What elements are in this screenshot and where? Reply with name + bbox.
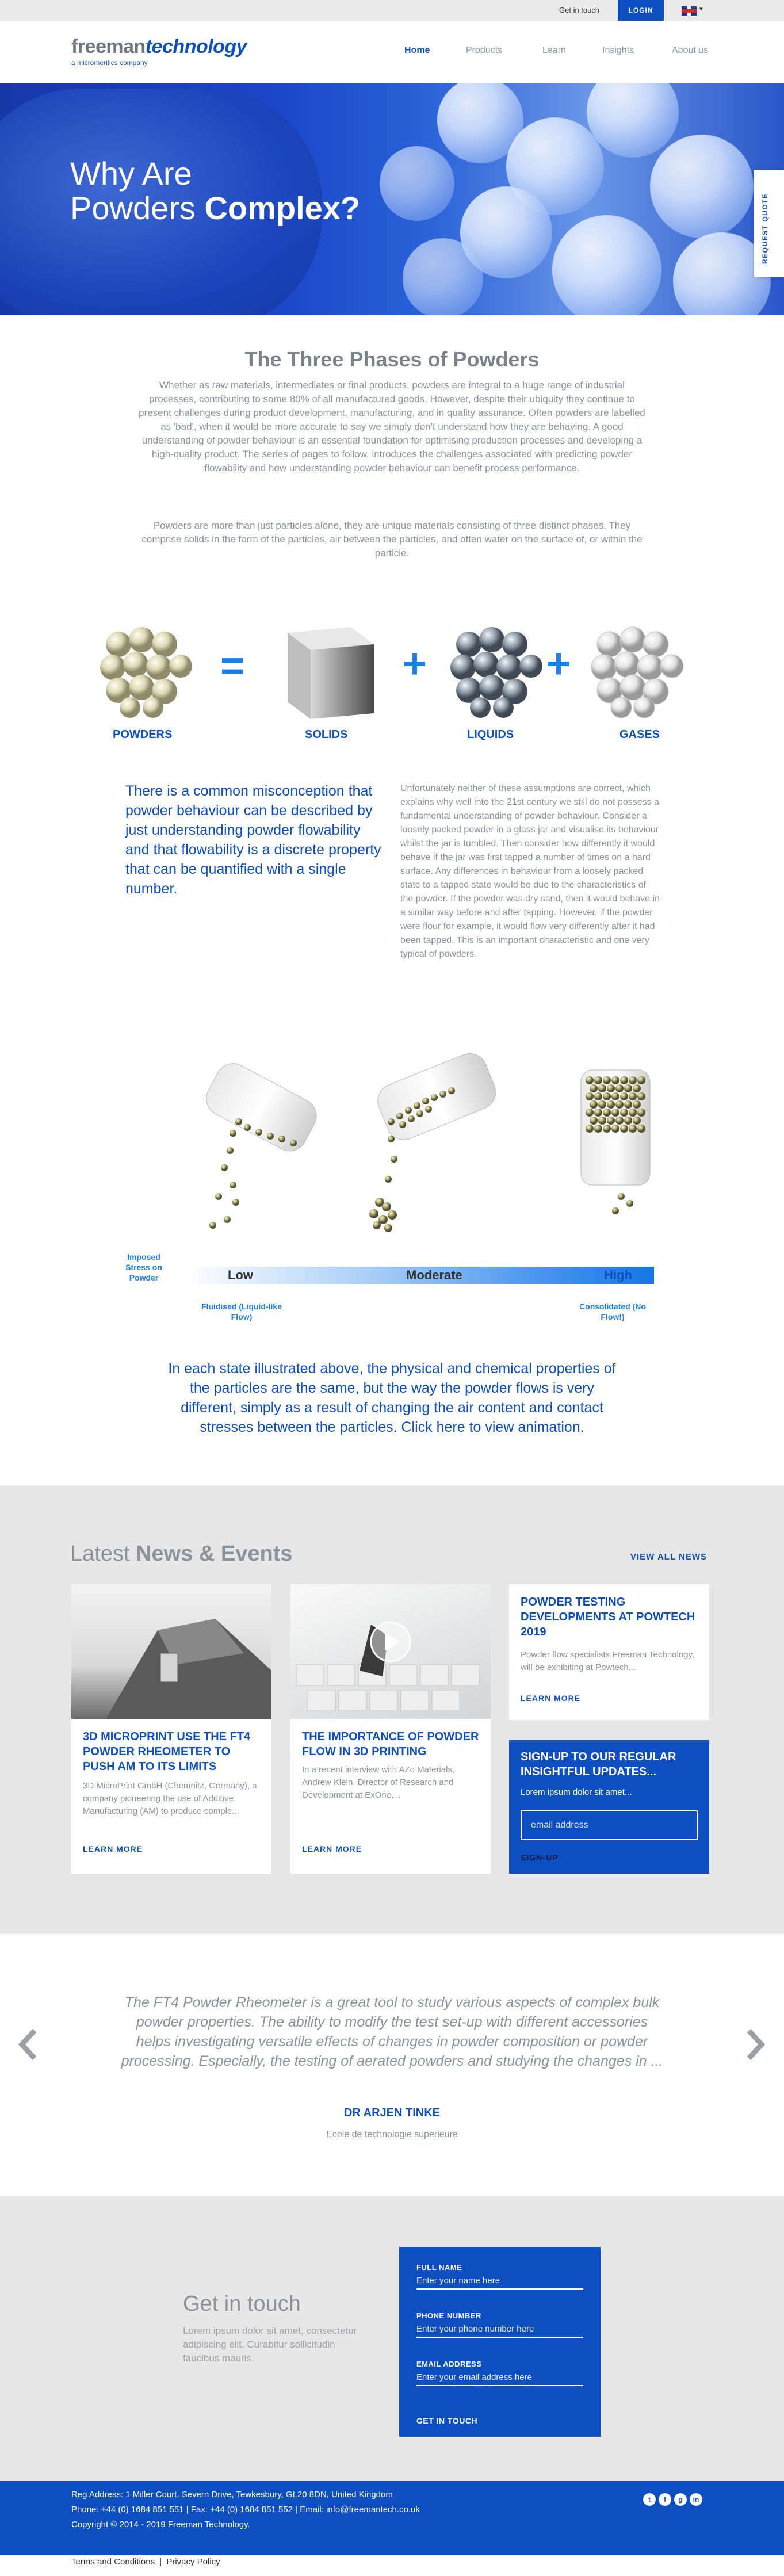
label-solids: SOLIDS [305,728,348,741]
request-quote-tab[interactable] [754,170,784,277]
fluidised-caption: Fluidised (Liquid-like Flow) [201,1302,282,1321]
footer-address: Reg Address: 1 Miller Court, Severn Drive, Tewkesbury, GL20 8DN, United Kingdom [71,2490,393,2499]
facebook-icon[interactable]: f [659,2493,671,2506]
nav-products[interactable]: Products [466,45,503,55]
news-heading-normal: Latest [70,1542,130,1566]
consolidated-caption: Consolidated (No Flow!) [579,1302,646,1321]
footer [0,2481,784,2555]
logo-name-blue: technology [145,36,247,58]
news-card-1-excerpt: 3D MicroPrint GmbH (Chemnitz, Germany), a company pioneering the use of Additive Manufacturing (AM) to produce comple... [83,1781,257,1816]
news-card-1[interactable] [71,1584,271,1874]
plus-operator-1: + [403,641,427,687]
footer-copyright: Copyright © 2014 - 2019 Freeman Technology. [71,2520,250,2529]
twitter-icon[interactable]: t [643,2493,656,2506]
nav-home[interactable]: Home [404,45,430,55]
email-label: EMAIL ADDRESS [416,2360,482,2368]
chevron-right-icon[interactable] [745,2028,766,2061]
contact-section [0,2196,784,2481]
news-card-2-image [290,1584,491,1719]
logo[interactable] [71,36,247,58]
news-card-2[interactable] [290,1584,491,1874]
news-section [0,1485,784,1934]
phone-input[interactable] [416,2321,583,2338]
hero-title [70,156,360,226]
news-card-3-excerpt: Powder flow specialists Freeman Technology, will be exhibiting at Powtech... [521,1650,695,1672]
plus-operator-2: + [546,641,571,687]
testimonial-org: Ecole de technologie superieure [326,2130,458,2139]
legal-links [71,2557,220,2567]
nav-insights[interactable]: Insights [602,45,634,55]
legal-separator: | [159,2557,162,2567]
news-card-2-title[interactable]: THE IMPORTANCE OF POWDER FLOW IN 3D PRINTING [302,1730,479,1758]
news-card-1-image [71,1584,271,1719]
full-name-input[interactable] [416,2272,583,2290]
logo-subline: a micromeritics company [71,59,148,67]
hero-title-line1: Why Are [70,155,192,192]
testimonial-name: DR ARJEN TINKE [343,2107,441,2119]
powders-image [95,621,193,719]
site-header [0,21,784,83]
news-card-2-excerpt: In a recent interview with AZo Materials, Andrew Klein, Director of Research and Development at ExOne,... [302,1765,455,1800]
full-name-label: FULL NAME [416,2263,462,2272]
news-card-1-title[interactable]: 3D MICROPRINT USE THE FT4 POWDER RHEOMETER TO PUSH AM TO ITS LIMITS [83,1730,251,1773]
misconception-body: Unfortunately neither of these assumptions are correct, which explains why well into the 21st century we still do not possess a fundamental understanding of powder behaviour. Consider a loosely packed powder in a glass jar and visualise its behaviour whilst the jar is tumbled. Then consider how differently it would behave if the jar was first tapped a number of times on a hard surface. Any differences in behaviour from a loosely packed state to a tapped state would be due to the characteristics of the powder. If the powder was dry sand, then it would behave in a similar way before and after tapping. However, if the powder were flour for example, it would flow very differently after it had been tapped. This is an important characteristic and one very typical of powders. [400,783,660,959]
signup-button[interactable]: SIGN-UP [521,1853,559,1862]
contact-text: Lorem ipsum dolor sit amet, consectetur adipiscing elit. Curabitur sollicitudin faucibus mauris. [183,2325,357,2364]
news-heading-bold: News & Events [136,1542,293,1566]
footer-contact: Phone: +44 (0) 1684 851 551 | Fax: +44 (0) 1684 851 552 | Email: info@freemantech.co.uk [71,2505,420,2514]
email-input[interactable] [416,2369,583,2386]
stress-high: High [604,1268,632,1282]
news-card-3-title[interactable]: POWDER TESTING DEVELOPMENTS AT POWTECH 2019 [521,1596,695,1638]
news-card-3-learn-more[interactable]: LEARN MORE [521,1694,581,1703]
signup-text: Lorem ipsum dolor sit amet... [521,1787,632,1797]
chevron-left-icon[interactable] [17,2028,38,2061]
stress-moderate: Moderate [406,1268,462,1282]
request-quote-label: REQUEST QUOTE [761,193,769,264]
get-in-touch-button[interactable]: GET IN TOUCH [416,2416,478,2425]
contact-title: Get in touch [183,2292,301,2316]
top-bar [0,0,784,21]
hero-title-bold: Complex? [204,190,361,226]
stress-label: Imposed Stress on Powder [125,1252,162,1282]
linkedin-icon[interactable]: in [690,2493,702,2506]
logo-name-grey: freeman [71,36,146,58]
signup-box [509,1740,709,1874]
news-card-2-learn-more[interactable]: LEARN MORE [302,1844,362,1853]
liquids-image [446,621,544,719]
phases-intro-2: Powders are more than just particles alone, they are unique materials consisting of three distinct phases. They comprise solids in the form of the particles, air between the particles, and often water on the surface of, or within the particle. [141,520,643,559]
phases-intro: Whether as raw materials, intermediates or final products, powders are integral to a huge range of industrial processes, contributing to some 80% of all manufactured goods. However, despite their ubiquity they continue to present challenges during product development, manufacturing, and in quality assurance. Often powders are labelled as 'bad', when it would be more accurate to say we simply don't understand how they are behaving. A good understanding of powder behaviour is an essential foundation for optimising production processes and developing a high-quality product. The series of pages to follow, introduces the challenges associated with predicting powder flowability and how understanding powder behaviour can benefit process performance. [139,380,645,473]
jars-illustration [178,1053,690,1243]
hero-title-line2: Powders [70,190,196,226]
solids-cube-image [276,616,385,725]
testimonial-section [0,1934,784,2196]
privacy-link[interactable]: Privacy Policy [166,2557,220,2567]
nav-learn[interactable]: Learn [542,45,566,55]
view-all-news-link[interactable]: VIEW ALL NEWS [630,1552,707,1562]
language-caret-icon[interactable]: ▾ [699,6,703,13]
login-button[interactable]: LOGIN [618,0,664,21]
label-liquids: LIQUIDS [467,728,514,741]
contact-form [399,2247,601,2437]
news-card-1-learn-more[interactable]: LEARN MORE [83,1844,143,1853]
testimonial-quote: The FT4 Powder Rheometer is a great tool to study various aspects of complex bulk powder properties. The ability to modify the test set-up with different accessories helps investigating versatile effects of changes in powder composition or powder processing. Especially, the testing of aerated powders and studying the changes in ... [121,1994,663,2069]
news-card-3[interactable] [509,1584,709,1720]
googleplus-icon[interactable]: g [674,2493,687,2506]
get-in-touch-link[interactable]: Get in touch [559,6,600,14]
phases-title: The Three Phases of Powders [244,347,540,371]
misconception-lead: There is a common misconception that powder behaviour can be described by just understanding powder flowability and that flowability is a discrete property that can be quantified with a single number. [125,783,381,897]
signup-email-input[interactable] [521,1810,698,1840]
terms-link[interactable]: Terms and Conditions [71,2557,155,2567]
stress-low: Low [228,1268,253,1282]
signup-title: SIGN-UP TO OUR REGULAR INSIGHTFUL UPDATES... [521,1751,676,1778]
label-powders: POWDERS [113,728,173,741]
phone-label: PHONE NUMBER [416,2311,481,2320]
label-gases: GASES [619,728,660,741]
news-heading [70,1542,293,1566]
gases-image [587,621,684,719]
uk-flag-icon[interactable] [682,6,697,16]
view-animation-link[interactable]: In each state illustrated above, the physical and chemical properties of the particles are the same, but the way the powder flows is very different, simply as a result of changing the air content and contact stresses between the particles. Click here to view animation. [168,1360,616,1435]
hero-banner [0,83,784,315]
nav-about-us[interactable]: About us [672,45,709,55]
equals-operator: = [220,643,245,689]
